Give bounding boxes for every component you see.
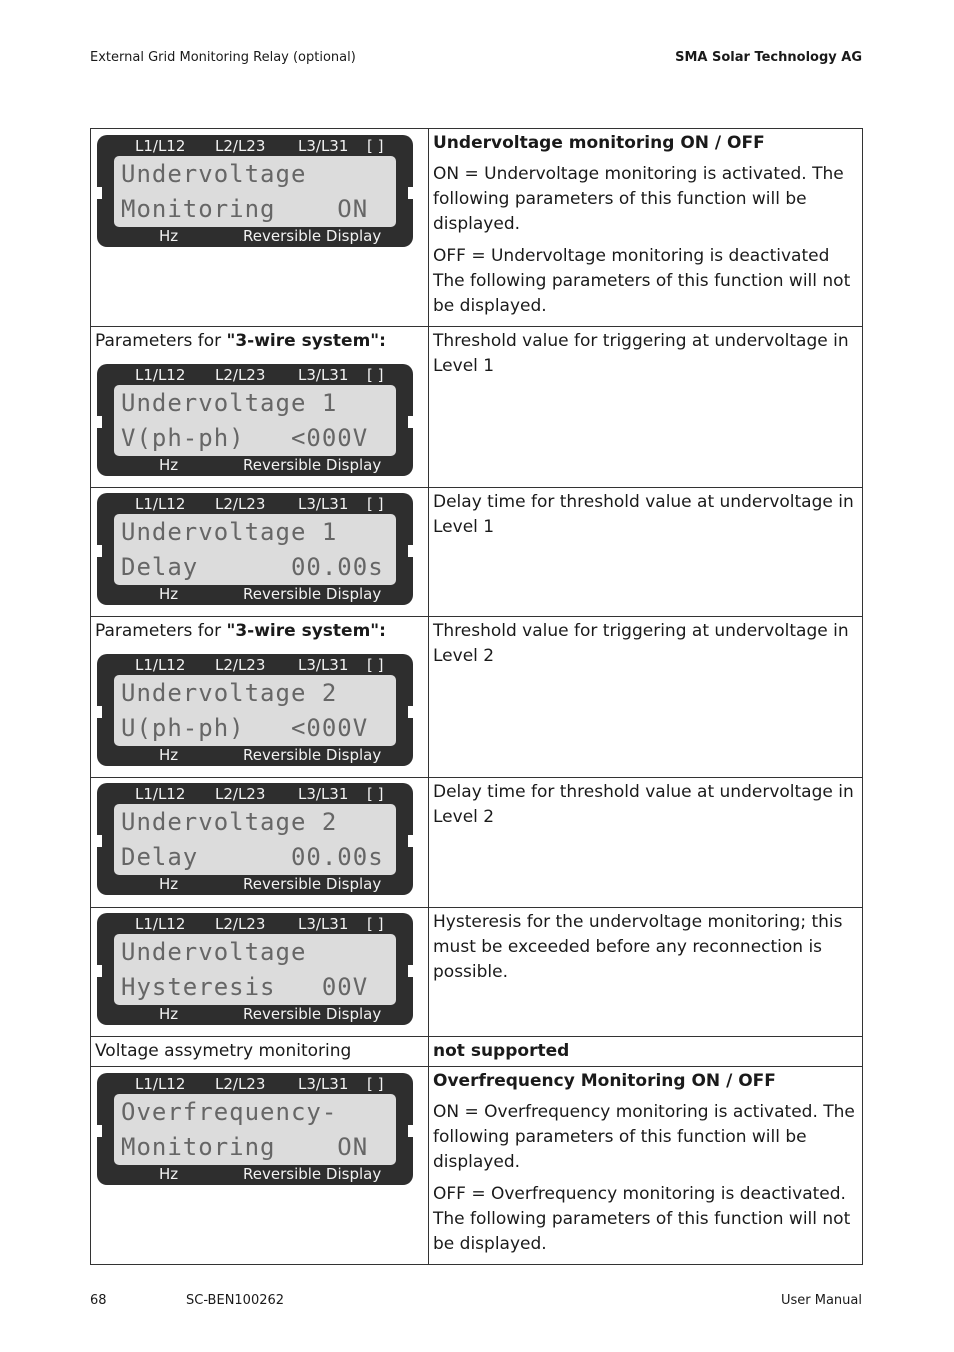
description-text: OFF = Undervoltage monitoring is deactivated The following parameters of this function will not be displayed. <box>433 246 851 316</box>
reversible-display-label: Reversible Display <box>243 456 382 474</box>
lcd-display <box>97 1073 413 1185</box>
left-cell <box>91 617 429 778</box>
description-text: Delay time for threshold value at undervoltage in Level 1 <box>433 492 854 537</box>
lcd-line-1: Undervoltage 2 <box>121 679 338 707</box>
document-type: User Manual <box>780 1293 862 1308</box>
voltage-asymmetry-label: Voltage assymetry monitoring <box>95 1041 352 1061</box>
hz-label: Hz <box>159 1005 179 1023</box>
reversible-display-label: Reversible Display <box>243 1165 382 1183</box>
hz-label: Hz <box>159 227 179 245</box>
lcd-screen <box>114 1094 396 1165</box>
left-cell <box>91 908 429 1037</box>
lcd-screen <box>114 804 396 875</box>
left-cell <box>91 1037 429 1067</box>
lcd-line-1: Undervoltage <box>121 938 307 966</box>
phase-l1-label: L1/L12 <box>135 137 186 155</box>
parameter-table <box>90 128 863 1265</box>
table-row <box>91 129 863 327</box>
table-row <box>91 1037 863 1067</box>
running-header-right: SMA Solar Technology AG <box>675 50 862 65</box>
phase-l1-label: L1/L12 <box>135 785 186 803</box>
phase-l3-label: L3/L31 <box>298 656 349 674</box>
phase-l3-label: L3/L31 <box>298 495 349 513</box>
hz-label: Hz <box>159 456 179 474</box>
reversible-display-label: Reversible Display <box>243 585 382 603</box>
phase-l3-label: L3/L31 <box>298 366 349 384</box>
lcd-line-2: Delay 00.00s <box>121 553 384 581</box>
left-cell <box>91 488 429 617</box>
table-row <box>91 327 863 488</box>
lcd-line-2: Delay 00.00s <box>121 843 384 871</box>
row-title: Undervoltage monitoring ON / OFF <box>433 133 765 153</box>
page-number: 68 <box>90 1293 107 1308</box>
phase-l2-label: L2/L23 <box>215 785 266 803</box>
bracket-label: [ ] <box>367 137 384 155</box>
lcd-line-1: Overfrequency- <box>121 1098 338 1126</box>
lcd-line-2: Monitoring ON <box>121 1133 369 1161</box>
bracket-label: [ ] <box>367 366 384 384</box>
parameters-label: Parameters for "3-wire system": <box>95 331 386 351</box>
right-cell <box>429 129 863 327</box>
phase-l1-label: L1/L12 <box>135 495 186 513</box>
lcd-line-2: V(ph-ph) <000V <box>121 424 369 452</box>
table-row <box>91 488 863 617</box>
lcd-display <box>97 364 413 476</box>
right-cell <box>429 1067 863 1265</box>
right-cell <box>429 1037 863 1067</box>
phase-l3-label: L3/L31 <box>298 785 349 803</box>
bracket-label: [ ] <box>367 1075 384 1093</box>
document-id: SC-BEN100262 <box>186 1293 285 1308</box>
lcd-line-2: Hysteresis 00V <box>121 973 369 1001</box>
lcd-display <box>97 135 413 247</box>
phase-l3-label: L3/L31 <box>298 915 349 933</box>
lcd-screen <box>114 675 396 746</box>
description-text: OFF = Overfrequency monitoring is deactivated. The following parameters of this function will not be displayed. <box>433 1184 851 1254</box>
description-text: Delay time for threshold value at undervoltage in Level 2 <box>433 782 854 827</box>
lcd-line-1: Undervoltage <box>121 160 307 188</box>
lcd-display <box>97 493 413 605</box>
bracket-label: [ ] <box>367 915 384 933</box>
parameters-label: Parameters for "3-wire system": <box>95 621 386 641</box>
lcd-screen <box>114 385 396 456</box>
phase-l2-label: L2/L23 <box>215 137 266 155</box>
phase-l2-label: L2/L23 <box>215 366 266 384</box>
phase-l2-label: L2/L23 <box>215 656 266 674</box>
reversible-display-label: Reversible Display <box>243 227 382 245</box>
hz-label: Hz <box>159 1165 179 1183</box>
left-cell <box>91 327 429 488</box>
phase-l3-label: L3/L31 <box>298 137 349 155</box>
reversible-display-label: Reversible Display <box>243 746 382 764</box>
running-header-left: External Grid Monitoring Relay (optional) <box>90 50 356 65</box>
lcd-display <box>97 913 413 1025</box>
phase-l1-label: L1/L12 <box>135 656 186 674</box>
lcd-screen <box>114 514 396 585</box>
left-cell <box>91 778 429 908</box>
lcd-line-1: Undervoltage 1 <box>121 518 338 546</box>
table-row <box>91 908 863 1037</box>
lcd-line-1: Undervoltage 2 <box>121 808 338 836</box>
hz-label: Hz <box>159 585 179 603</box>
lcd-line-2: Monitoring ON <box>121 195 369 223</box>
bracket-label: [ ] <box>367 656 384 674</box>
description-text: Threshold value for triggering at undervoltage in Level 2 <box>433 621 849 666</box>
description-text: ON = Overfrequency monitoring is activated. The following parameters of this function will be displayed. <box>433 1102 855 1172</box>
right-cell <box>429 488 863 617</box>
lcd-display <box>97 783 413 895</box>
hz-label: Hz <box>159 746 179 764</box>
row-title: Overfrequency Monitoring ON / OFF <box>433 1071 776 1091</box>
lcd-screen <box>114 934 396 1005</box>
phase-l1-label: L1/L12 <box>135 1075 186 1093</box>
left-cell <box>91 1067 429 1265</box>
left-cell <box>91 129 429 327</box>
lcd-display <box>97 654 413 766</box>
hz-label: Hz <box>159 875 179 893</box>
phase-l2-label: L2/L23 <box>215 1075 266 1093</box>
right-cell <box>429 908 863 1037</box>
not-supported-text: not supported <box>433 1041 570 1061</box>
phase-l1-label: L1/L12 <box>135 366 186 384</box>
description-text: Threshold value for triggering at undervoltage in Level 1 <box>433 331 849 376</box>
table-row <box>91 617 863 778</box>
lcd-line-1: Undervoltage 1 <box>121 389 338 417</box>
phase-l1-label: L1/L12 <box>135 915 186 933</box>
phase-l2-label: L2/L23 <box>215 915 266 933</box>
table-row <box>91 778 863 908</box>
right-cell <box>429 327 863 488</box>
description-text: Hysteresis for the undervoltage monitoring; this must be exceeded before any reconnection is possible. <box>433 912 843 982</box>
right-cell <box>429 778 863 908</box>
right-cell <box>429 617 863 778</box>
lcd-line-2: U(ph-ph) <000V <box>121 714 369 742</box>
phase-l2-label: L2/L23 <box>215 495 266 513</box>
phase-l3-label: L3/L31 <box>298 1075 349 1093</box>
reversible-display-label: Reversible Display <box>243 1005 382 1023</box>
lcd-screen <box>114 156 396 227</box>
reversible-display-label: Reversible Display <box>243 875 382 893</box>
bracket-label: [ ] <box>367 495 384 513</box>
table-row <box>91 1067 863 1265</box>
bracket-label: [ ] <box>367 785 384 803</box>
description-text: ON = Undervoltage monitoring is activated. The following parameters of this function will be displayed. <box>433 164 844 234</box>
